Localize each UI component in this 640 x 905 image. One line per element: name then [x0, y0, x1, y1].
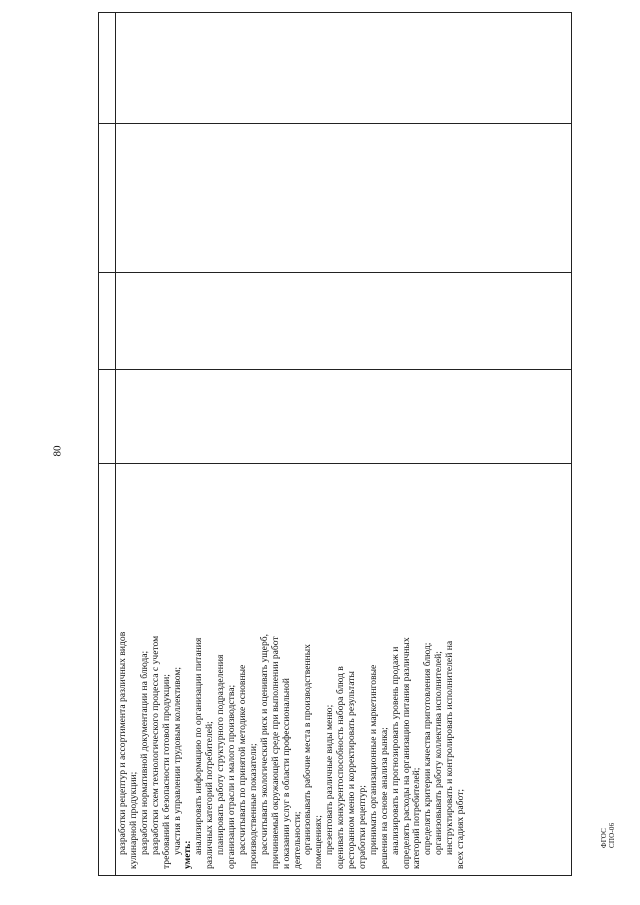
- content-line: участия в управлении трудовым коллективом;: [171, 666, 183, 855]
- content-line: анализировать информацию по организации питания: [193, 637, 205, 855]
- content-line: принимать организационные и маркетинговые: [367, 664, 379, 855]
- content-line: оценивать конкурентоспособность набора блюд в: [335, 666, 347, 869]
- content-line: решения на основе анализа рынка;: [378, 727, 390, 869]
- footer-code: ФГОС СПО-06: [600, 822, 616, 848]
- content-line: деятельности;: [291, 811, 303, 869]
- content-line: производственные показатели;: [247, 743, 259, 869]
- content-line: планировать работу структурного подразделения: [215, 654, 227, 855]
- table-row-divider: [99, 123, 571, 124]
- content-line: разработки рецептур и ассортимента различных видов: [117, 631, 128, 855]
- content-line: организовывать работу коллектива исполнителей;: [433, 651, 445, 855]
- content-line: презентовать различные виды меню;: [324, 704, 336, 855]
- content-line: и оказании услуг в области профессиональной: [280, 678, 292, 869]
- content-line: разработки нормативной документации на блюда;: [138, 650, 150, 855]
- content-line: организовывать рабочие места в производственных: [302, 644, 314, 855]
- content-line: анализировать и прогнозировать уровень продаж и: [389, 646, 401, 855]
- content-line: инструктировать и контролировать исполнителей на: [444, 640, 456, 855]
- competency-table: [98, 12, 572, 876]
- content-text: [118, 469, 467, 869]
- content-line: определять расходы на организацию питания различных: [400, 637, 412, 869]
- content-line: категорий потребителей;: [411, 767, 423, 869]
- content-line: организации отрасли и малого производства;: [226, 684, 238, 869]
- content-line: требований к безопасности готовой продукции;: [160, 674, 172, 869]
- content-line: уметь:: [182, 840, 194, 869]
- content-line: рассчитывать экологический риск и оценивать ущерб,: [258, 633, 270, 855]
- content-line: причиняемый окружающей среде при выполнении работ: [269, 636, 281, 869]
- table-row-divider: [99, 272, 571, 273]
- content-line: отработки рецептур;: [356, 785, 368, 869]
- content-line: помещениях;: [313, 815, 325, 869]
- page-number: 80: [51, 445, 64, 457]
- content-line: ресторанном меню и корректировать результаты: [346, 671, 358, 869]
- content-cell: [118, 469, 467, 869]
- content-line: различных категорий потребителей;: [204, 721, 216, 869]
- table-column-divider: [115, 13, 116, 875]
- content-line: всех стадиях работ;: [455, 788, 467, 869]
- content-line: рассчитывать по принятой методике основные: [236, 664, 248, 855]
- content-line: разработки схем технологического процесса с учетом: [149, 635, 161, 855]
- table-row-divider: [99, 369, 571, 370]
- content-line: определять критерии качества приготовления блюд;: [422, 642, 434, 855]
- content-line: кулинарной продукции;: [127, 771, 139, 869]
- table-row-divider: [99, 463, 571, 464]
